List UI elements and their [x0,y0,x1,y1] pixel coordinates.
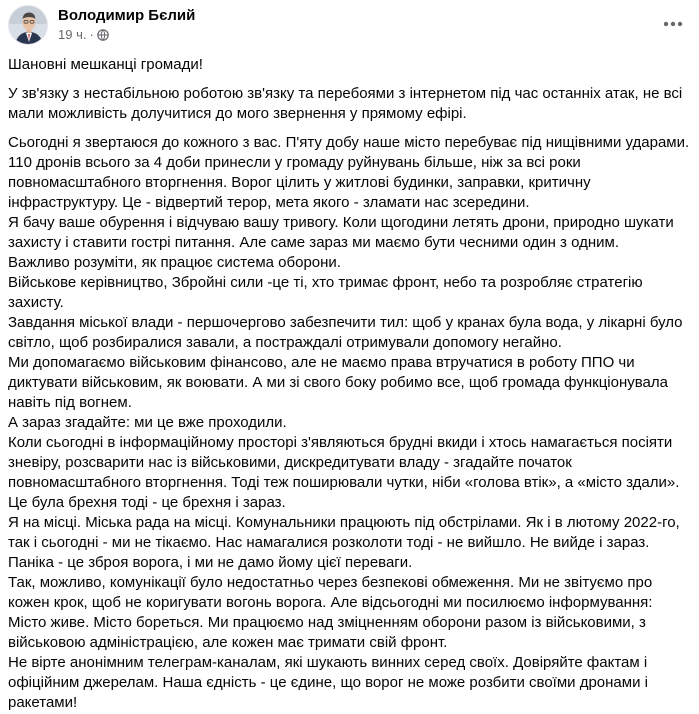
text-line: Паніка - це зброя ворога, і ми не дамо йому цієї переваги. [8,554,413,571]
text-line: повномасштабного вторгнення. Ворог цілить у житлові будинки, заправки, критичну [8,174,591,191]
main-text [8,133,691,713]
text-line: Важливо розуміти, як працює система оборони. [8,254,341,271]
text-line: повномасштабного вторгнення. Тоді теж поширювали чутки, ніби «голова втік», а «місто здали». [8,474,680,491]
text-line: Сьогодні я звертаюся до кожного з вас. П'яту добу наше місто перебуває під нищівними ударами. [8,134,690,151]
text-line: офіційним джерелам. Наша єдність - це єдине, що ворог не може розбити своїми дронами і [8,674,648,691]
text-line: ракетами! [8,694,78,711]
intro-paragraph [8,84,691,124]
text-line: захисту. [8,294,64,311]
text-line: військовою адміністрацією, але кожен має тримати свій фронт. [8,634,448,651]
text-line: А зараз згадайте: ми це вже проходили. [8,414,287,431]
post-header [8,4,691,48]
text-line: Місто живе. Місто бореться. Ми працюємо над зміцненням оборони разом із військовими, з [8,614,646,631]
more-options-button[interactable] [655,6,691,42]
text-line: Я бачу ваше обурення і відчуваю вашу тривогу. Коли щогодини летять дрони, природно шукати [8,214,674,231]
more-options-icon [663,21,683,27]
text-line: захисту і ставити гострі питання. Але саме зараз ми маємо бути чесними один з одним. [8,234,619,251]
text-line: Завдання міської влади - першочергово забезпечити тил: щоб у кранах була вода, у лікарні було [8,314,683,331]
text-line: 110 дронів всього за 4 доби принесли у громаду руйнувань більше, ніж за всі роки [8,154,581,171]
globe-icon [97,29,109,45]
author-name[interactable]: Володимир Бєлий [58,7,196,24]
meta-separator: · [89,27,94,42]
greeting: Шановні мешканці громади! [8,56,203,73]
text-line: кожен крок, щоб не коригувати вогонь ворога. Але відсьогодні ми посилюємо інформування: [8,594,653,611]
text-line: Коли сьогодні в інформаційному просторі з'являються брудні вкиди і хтось намагається посіяти [8,434,673,451]
text-line: Це була брехня тоді - це брехня і зараз. [8,494,286,511]
text-line: світло, щоб розбиралися завали, а постраждалі отримували допомогу негайно. [8,334,562,351]
text-line: інфраструктуру. Це - відвертий терор, мета якого - зламати нас зсередини. [8,194,530,211]
intro-line: У зв'язку з нестабільною роботою зв'язку та перебоями з інтернетом під час останніх атак, не всі [8,85,683,102]
avatar-photo-icon [9,6,48,45]
text-line: зневіру, розсварити нас із військовими, дискредитувати владу - згадайте початок [8,454,572,471]
avatar[interactable] [8,5,48,45]
text-line: Ми допомагаємо військовим фінансово, але не маємо права втручатися в роботу ППО чи [8,354,635,371]
text-line: так і сьогодні - ми не тікаємо. Нас намагалися розколоти тоді - не вийшло. Не вийде і зараз. [8,534,650,551]
text-line: Не вірте анонімним телеграм-каналам, які шукають винних серед своїх. Довіряйте фактам і [8,654,648,671]
post-body [8,55,691,713]
text-line: Так, можливо, комунікації було недостатньо через безпекові обмеження. Ми не звітуємо про [8,574,653,591]
text-line: диктувати військовим, як воювати. А ми зі свого боку робимо все, щоб громада функціонувала [8,374,668,391]
post-meta [58,27,109,45]
text-line: Військове керівництво, Збройні сили -це ті, хто тримає фронт, небо та розробляє стратегію [8,274,643,291]
text-line: навіть під вогнем. [8,394,132,411]
post-time[interactable]: 19 ч. [58,27,87,42]
intro-line: мали можливість долучитися до мого звернення у прямому ефірі. [8,105,467,122]
text-line: Я на місці. Міська рада на місці. Комунальники працюють під обстрілами. Як і в лютому 2022-го, [8,514,680,531]
